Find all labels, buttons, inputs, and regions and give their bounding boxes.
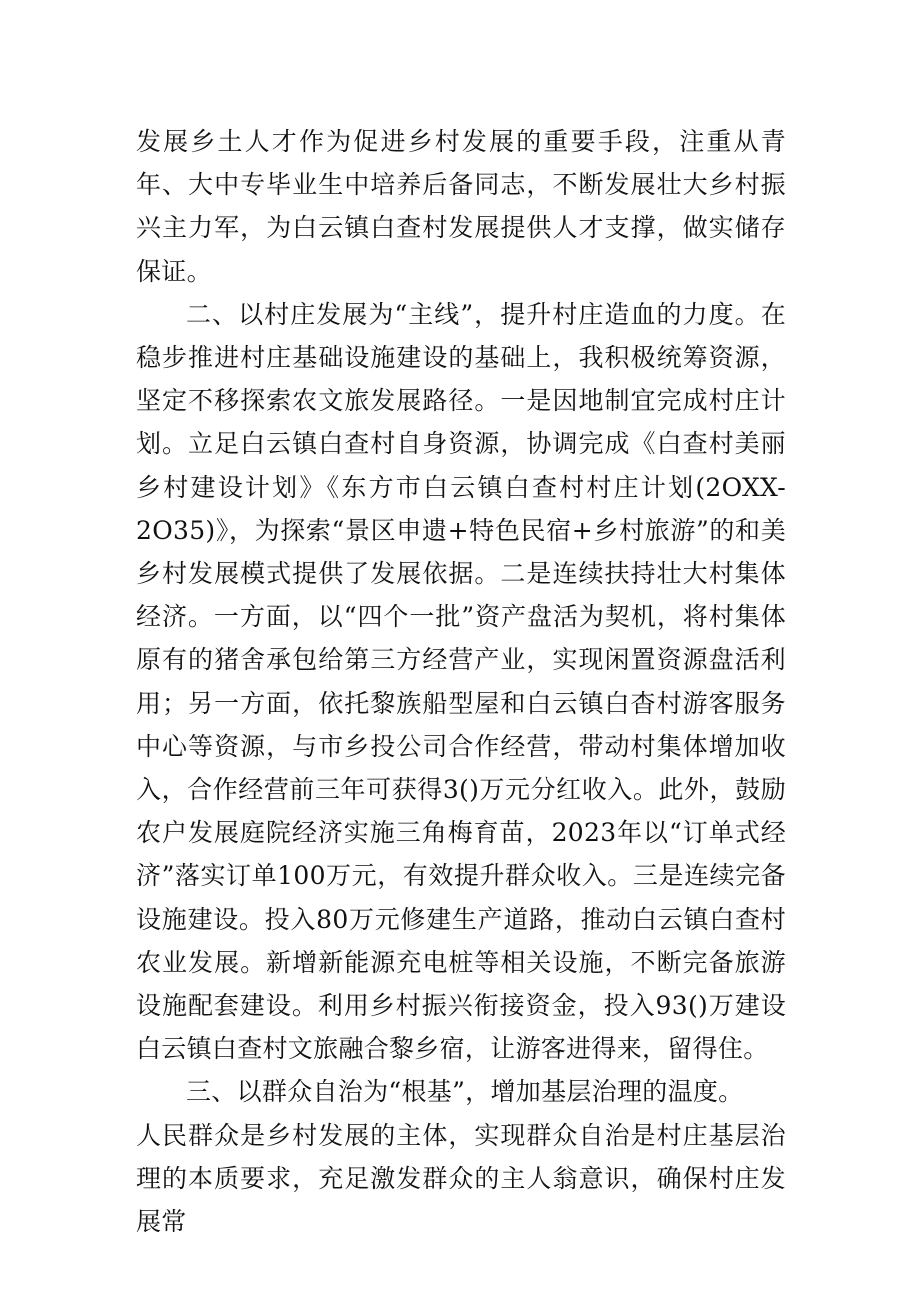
paragraph-self-governance-body: 人民群众是乡村发展的主体，实现群众自治是村庄基层治理的本质要求，充足激发群众的主人翁意识，确保村庄发展常 xyxy=(136,1120,786,1237)
paragraph-self-governance-heading: 三、以群众自治为“根基”，增加基层治理的温度。 xyxy=(186,1077,744,1107)
paragraph-talent-development: 发展乡土人才作为促进乡村发展的重要手段，注重从青年、大中专毕业生中培养后备同志，不断发展壮大乡村振兴主力军，为白云镇白查村发展提供人才支撑，做实储存保证。 xyxy=(136,127,786,286)
document-body xyxy=(136,120,786,1243)
paragraph-village-development: 二、以村庄发展为“主线”，提升村庄造血的力度。在稳步推进村庄基础设施建设的基础上，我积极统筹资源，坚定不移探索农文旅发展路径。一是因地制宜完成村庄计划。立足白云镇白查村自身资源，协调完成《白查村美丽乡村建设计划》《东方市白云镇白查村村庄计划(2OXX-2O35)》，为探索“景区申遗+特色民宿+乡村旅游”的和美乡村发展模式提供了发展依据。二是连续扶持壮大村集体经济。一方面，以“四个一批”资产盘活为契机，将村集体原有的猪舍承包给第三方经营产业，实现闲置资源盘活利用；另一方面，依托黎族船型屋和白云镇白杳村游客服务中心等资源，与市乡投公司合作经营，带动村集体增加收入，合作经营前三年可获得3()万元分红收入。此外，鼓励农户发展庭院经济实施三角梅育苗，2023年以“订单式经济”落实订单100万元，有效提升群众收入。三是连续完备设施建设。投入80万元修建生产道路，推动白云镇白查村农业发展。新增新能源充电桩等相关设施，不断完备旅游设施配套建设。利用乡村振兴衔接资金，投入93()万建设白云镇白查村文旅融合黎乡宿，让游客进得来，留得住。 xyxy=(136,299,786,1064)
